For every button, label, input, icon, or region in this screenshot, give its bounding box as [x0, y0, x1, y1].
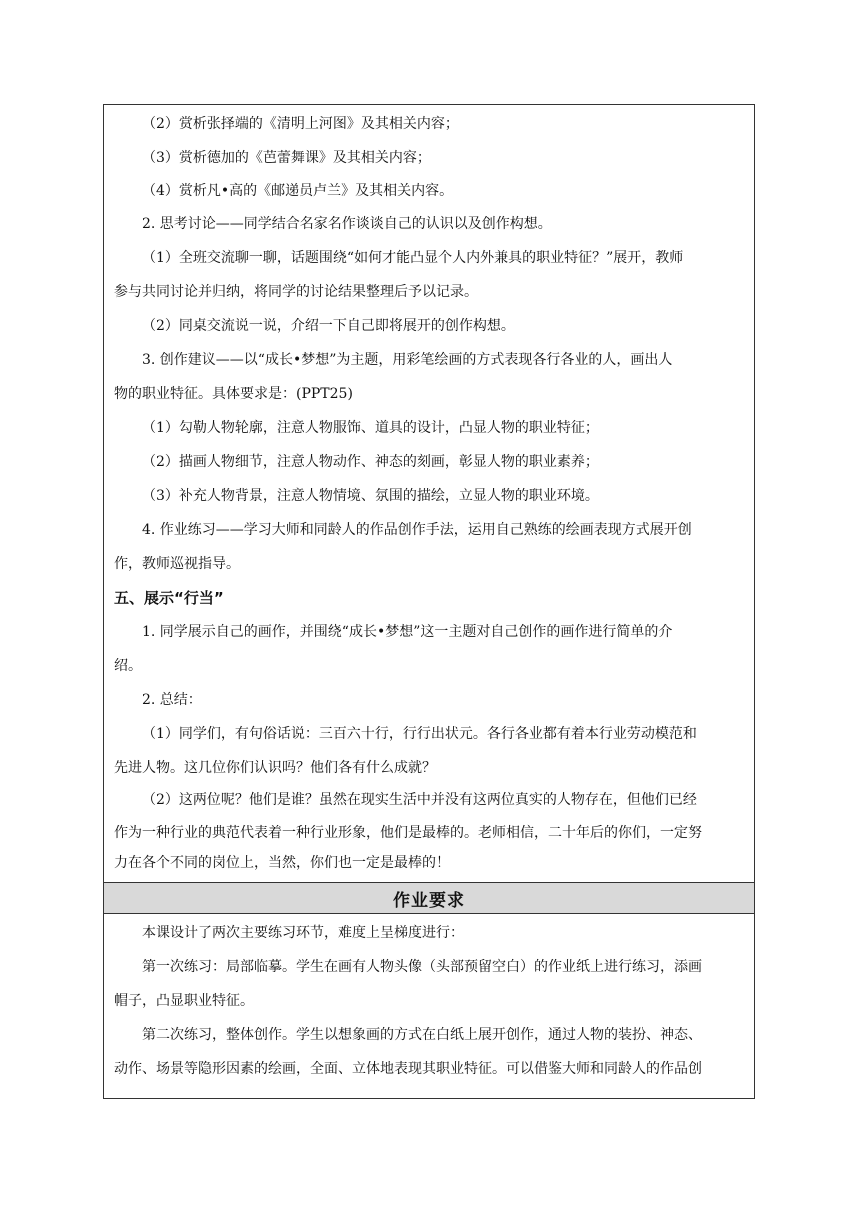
section-title: 作业要求 — [393, 890, 465, 911]
text-line: 帽子，凸显职业特征。 — [114, 993, 254, 1009]
text-line: 先进人物。这几位你们认识吗？他们各有什么成就？ — [114, 760, 436, 776]
text-line: 2. 总结： — [142, 692, 202, 708]
text-line: 力在各个不同的岗位上，当然，你们也一定是最棒的！ — [114, 855, 450, 871]
text-line: 作，教师巡视指导。 — [114, 556, 240, 572]
text-line: （3）补充人物背景，注意人物情境、氛围的描绘，立显人物的职业环境。 — [142, 488, 599, 504]
text-line: （2）同桌交流说一说，介绍一下自己即将展开的创作构想。 — [142, 318, 515, 334]
text-line: 参与共同讨论并归纳，将同学的讨论结果整理后予以记录。 — [114, 284, 478, 300]
text-line: 1. 同学展示自己的画作，并围绕“成长•梦想”这一主题对自己创作的画作进行简单的介 — [142, 624, 673, 640]
text-line: （4）赏析凡•高的《邮递员卢兰》及其相关内容。 — [142, 183, 454, 199]
text-line: （2）赏析张择端的《清明上河图》及其相关内容； — [142, 116, 459, 132]
lesson-plan-table — [103, 104, 755, 1099]
text-line: 物的职业特征。具体要求是：(PPT25) — [114, 386, 353, 402]
text-line: 作为一种行业的典范代表着一种行业形象，他们是最棒的。老师相信，二十年后的你们，一定努 — [114, 825, 702, 841]
text-line: 3. 创作建议——以“成长•梦想”为主题，用彩笔绘画的方式表现各行各业的人，画出人 — [142, 352, 673, 368]
text-line: （2）描画人物细节，注意人物动作、神态的刻画，彰显人物的职业素养； — [142, 454, 599, 470]
text-line: 第一次练习：局部临摹。学生在画有人物头像（头部预留空白）的作业纸上进行练习，添画 — [142, 959, 702, 975]
text-line: （1）全班交流聊一聊，话题围绕“如何才能凸显个人内外兼具的职业特征？”展开，教师 — [142, 250, 684, 266]
text-line: 绍。 — [114, 658, 142, 674]
text-line: 4. 作业练习——学习大师和同龄人的作品创作手法，运用自己熟练的绘画表现方式展开创 — [142, 522, 692, 538]
text-line: 本课设计了两次主要练习环节，难度上呈梯度进行： — [142, 925, 464, 941]
homework-requirements-cell — [104, 914, 754, 1098]
text-line: （3）赏析德加的《芭蕾舞课》及其相关内容； — [142, 150, 431, 166]
teaching-process-cell — [104, 105, 754, 883]
text-line: （1）勾勒人物轮廓，注意人物服饰、道具的设计，凸显人物的职业特征； — [142, 420, 599, 436]
text-line: 第二次练习，整体创作。学生以想象画的方式在白纸上展开创作，通过人物的装扮、神态、 — [142, 1027, 702, 1043]
section-heading: 五、展示“行当” — [114, 589, 224, 607]
homework-requirements-header — [104, 883, 754, 914]
text-line: （2）这两位呢？他们是谁？虽然在现实生活中并没有这两位真实的人物存在，但他们已经 — [142, 792, 697, 808]
text-line: 2. 思考讨论——同学结合名家名作谈谈自己的认识以及创作构想。 — [142, 216, 552, 232]
text-line: （1）同学们，有句俗话说：三百六十行，行行出状元。各行各业都有着本行业劳动模范和 — [142, 726, 697, 742]
text-line: 动作、场景等隐形因素的绘画，全面、立体地表现其职业特征。可以借鉴大师和同龄人的作品创 — [114, 1061, 702, 1077]
